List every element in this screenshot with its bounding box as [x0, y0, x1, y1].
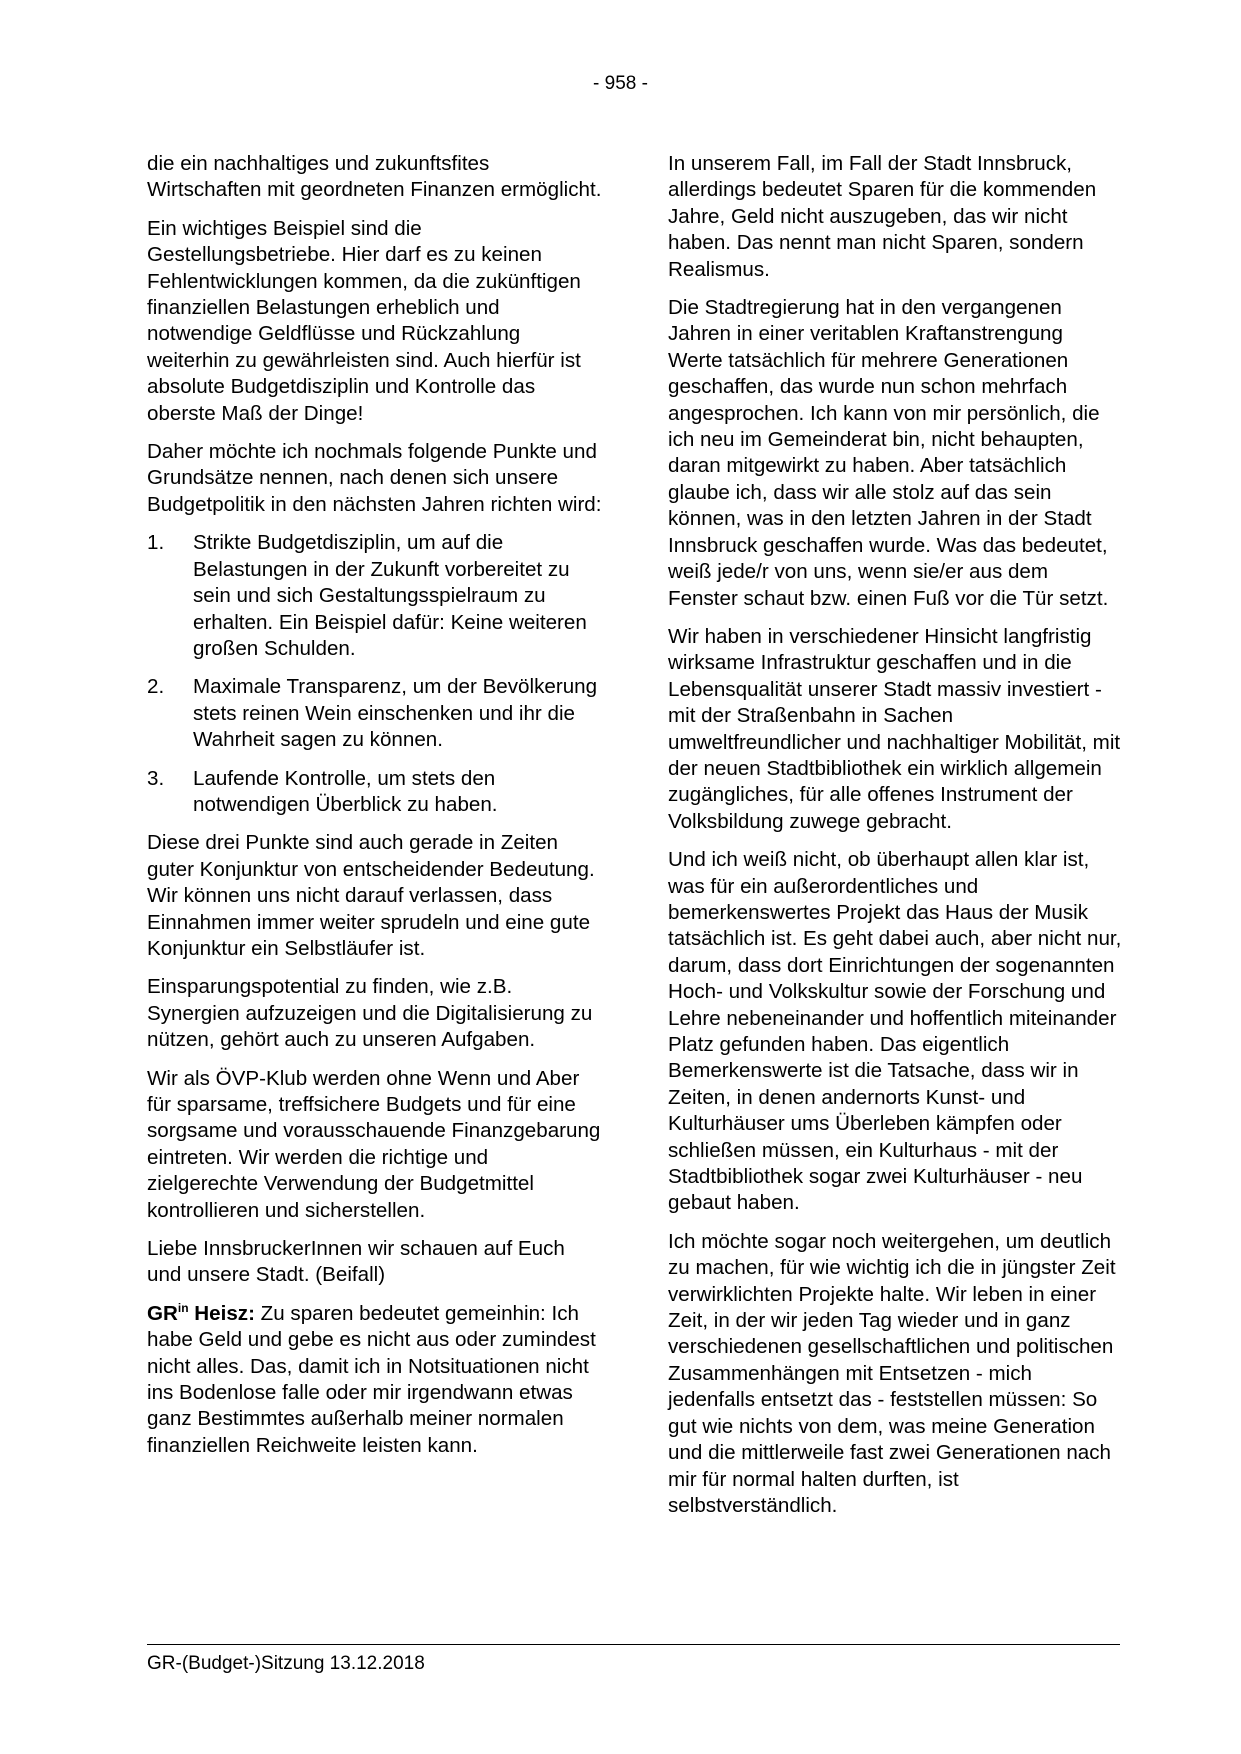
paragraph: Die Stadtregierung hat in den vergangenen Jahren in einer veritablen Kraftanstrengung Werte tatsächlich für mehrere Generationen geschaffen, das wurde nun schon mehrfach angesprochen. Ich kann von mir persönlich, die ich neu im Gemeinderat bin, nicht behaupten, daran mitgewirkt zu haben. Aber tatsächlich glaube ich, dass wir alle stolz auf das sein können, was in den letzten Jahren in der Stadt Innsbruck geschaffen wurde. Was das bedeutet, weiß jede/r von uns, wenn sie/er aus dem Fenster schaut bzw. einen Fuß vor die Tür setzt. — [668, 296, 1109, 610]
list-item — [147, 530, 602, 662]
paragraph: Einsparungspotential zu finden, wie z.B. Synergien aufzuzeigen und die Digitalisierung zu nützen, gehört auch zu unseren Aufgaben. — [147, 975, 593, 1052]
paragraph: Liebe InnsbruckerInnen wir schauen auf Euch und unsere Stadt. (Beifall) — [147, 1237, 565, 1287]
list-item-text: Maximale Transparenz, um der Bevölkerung stets reinen Wein einschenken und ihr die Wahrheit sagen zu können. — [193, 675, 598, 752]
list-item — [147, 766, 602, 819]
left-column — [147, 151, 602, 1471]
speaker-paragraph — [147, 1301, 602, 1459]
speaker-text: Zu sparen bedeutet gemeinhin: Ich habe Geld und gebe es nicht aus oder zumindest nicht alles. Das, damit ich in Notsituationen nicht ins Bodenlose falle oder mir irgendwann etwas ganz Bestimmtes außerhalb meiner normalen finanziellen Reichweite leisten kann. — [147, 1301, 596, 1457]
list-item-text: Laufende Kontrolle, um stets den notwendigen Überblick zu haben. — [193, 766, 498, 816]
footer-divider — [147, 1644, 1120, 1645]
list-item-number: 2. — [147, 675, 165, 699]
speaker-prefix: GR — [147, 1301, 178, 1325]
list-item-text: Strikte Budgetdisziplin, um auf die Belastungen in der Zukunft vorbereitet zu sein und sich Gestaltungsspielraum zu erhalten. Ein Beispiel dafür: Keine weiteren großen Schulden. — [193, 531, 587, 660]
paragraph: Wir als ÖVP-Klub werden ohne Wenn und Aber für sparsame, treffsichere Budgets und für eine sorgsame und vorausschauende Finanzgebarung eintreten. Wir werden die richtige und zielgerechte Verwendung der Budgetmittel kontrollieren und sicherstellen. — [147, 1066, 601, 1222]
list-item-number: 3. — [147, 766, 165, 790]
paragraph: Ein wichtiges Beispiel sind die Gestellungsbetriebe. Hier darf es zu keinen Fehlentwicklungen kommen, da die zukünftigen finanziellen Belastungen erheblich und notwendige Geldflüsse und Rückzahlung weiterhin zu gewährleisten sind. Auch hierfür ist absolute Budgetdisziplin und Kontrolle das oberste Maß der Dinge! — [147, 216, 581, 425]
paragraph: Ich möchte sogar noch weitergehen, um deutlich zu machen, für wie wichtig ich die in jüngster Zeit verwirklichten Projekte halte. Wir leben in einer Zeit, in der wir jeden Tag wieder und in ganz verschiedenen gesellschaftlichen und politischen Zusammenhängen mit Entsetzen - mich jedenfalls entsetzt das - feststellen müssen: So gut wie nichts von dem, was meine Generation und die mittlerweile fast zwei Generationen nach mir für normal halten durften, ist selbstverständlich. — [668, 1229, 1116, 1517]
paragraph: Diese drei Punkte sind auch gerade in Zeiten guter Konjunktur von entscheidender Bedeutung. Wir können uns nicht darauf verlassen, dass Einnahmen immer weiter sprudeln und eine gute Konjunktur ein Selbstläufer ist. — [147, 831, 595, 960]
page-number: - 958 - — [593, 73, 648, 94]
list-item — [147, 674, 602, 753]
speaker-label — [147, 1302, 255, 1325]
speaker-name: Heisz: — [188, 1301, 255, 1325]
list-item-number: 1. — [147, 531, 165, 555]
speaker-superscript: in — [177, 1300, 189, 1315]
paragraph: die ein nachhaltiges und zukunftsfites Wirtschaften mit geordneten Finanzen ermöglicht. — [147, 152, 602, 202]
paragraph: In unserem Fall, im Fall der Stadt Innsbruck, allerdings bedeutet Sparen für die kommenden Jahre, Geld nicht auszugeben, das wir nicht haben. Das nennt man nicht Sparen, sondern Realismus. — [668, 152, 1097, 281]
footer-text: GR-(Budget-)Sitzung 13.12.2018 — [147, 1653, 425, 1674]
paragraph: Wir haben in verschiedener Hinsicht langfristig wirksame Infrastruktur geschaffen und in die Lebensqualität unserer Stadt massiv investiert - mit der Straßenbahn in Sachen umweltfreundlicher und nachhaltiger Mobilität, mit der neuen Stadtbibliothek ein wirklich allgemein zugängliches, für alle offenes Instrument der Volksbildung zuwege gebracht. — [668, 624, 1121, 833]
paragraph: Und ich weiß nicht, ob überhaupt allen klar ist, was für ein außerordentliches und bemerkenswertes Projekt das Haus der Musik tatsächlich ist. Es geht dabei auch, aber nicht nur, darum, dass dort Einrichtungen der sogenannten Hoch- und Volkskultur sowie der Forschung und Lehre nebeneinander und hoffentlich miteinander Platz gefunden haben. Das eigentlich Bemerkenswerte ist die Tatsache, dass wir in Zeiten, in denen andernorts Kunst- und Kulturhäuser ums Überleben kämpfen oder schließen müssen, ein Kulturhaus - mit der Stadtbibliothek sogar zwei Kulturhäuser - neu gebaut haben. — [668, 848, 1122, 1215]
right-column — [668, 151, 1123, 1531]
paragraph: Daher möchte ich nochmals folgende Punkte und Grundsätze nennen, nach denen sich unsere Budgetpolitik in den nächsten Jahren richten wird: — [147, 440, 602, 516]
numbered-list — [147, 530, 602, 818]
